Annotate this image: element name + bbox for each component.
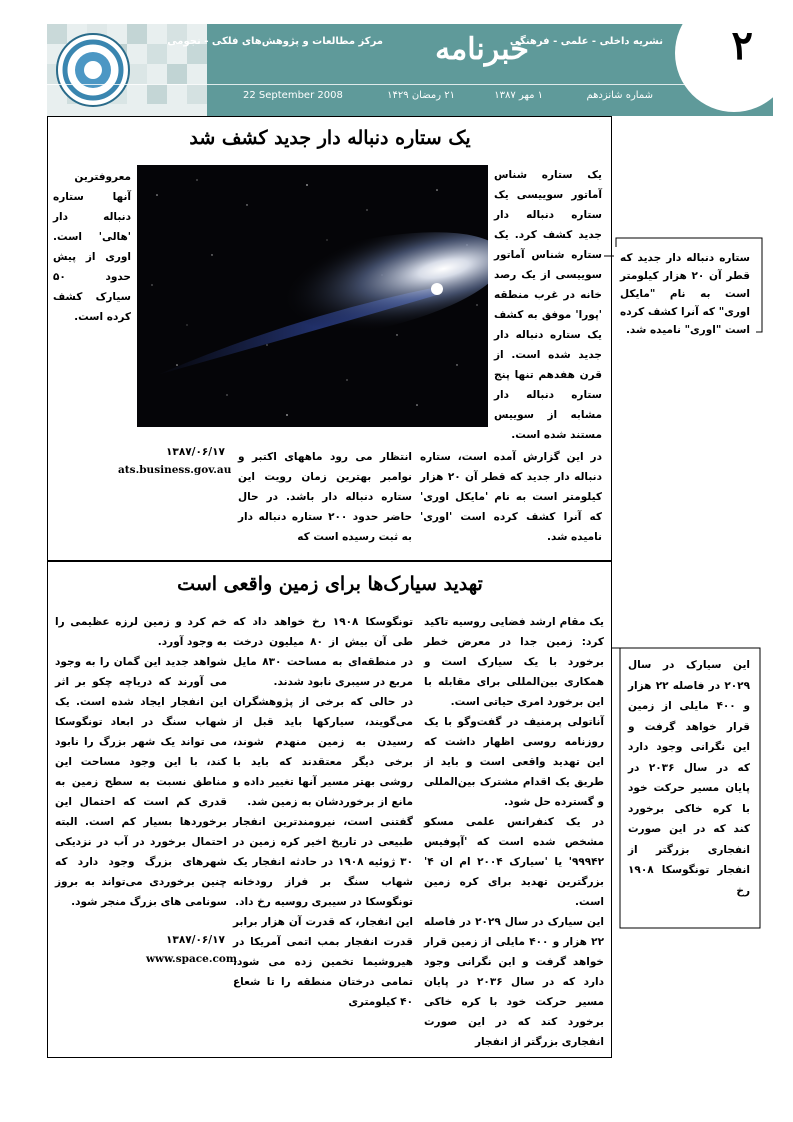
article-divider	[48, 560, 611, 562]
article2-middle-column	[233, 612, 413, 1012]
article2-para: شواهد جدید این گمان را به وجود می آورند که دریاچه چکو بر اثر این انفجار ایجاد شده است. یک شهاب سنگ در ابعاد تونگوسکا می تواند یک شهر بزرگ را نابود کند، با این وجود مساحت این مناطق نسبت به سطح زمین به قدری کم است که احتمال این برخوردها بسیار کم است. البته احتمال برخورد در آب در نزدیکی شهرهای بزرگ وجود دارد که چنین برخوردی می‌تواند به بروز سونامی های بزرگ منجر شود.	[55, 656, 227, 908]
article2-left-column	[55, 612, 227, 912]
article1-bottom-right: در این گزارش آمده است، ستاره دنباله دار جدید که قطر آن ۲۰ هزار کیلومتر است به نام 'مایکل اوری' که آنرا کشف کرده است 'اوری' نامیده شد.	[420, 451, 602, 543]
center-name: مرکز مطالعات و پژوهش‌های فلکی - نجومی	[167, 36, 383, 47]
comet-image	[137, 165, 488, 427]
header-subtitle: نشریه داخلی - علمی - فرهنگی	[509, 36, 663, 47]
article2-title: تهدید سیارک‌ها برای زمین واقعی است	[177, 573, 483, 595]
article1-right-column: یک ستاره شناس آماتور سوییسی یک ستاره دنباله دار جدید کشف کرد. یک ستاره شناس آماتور سوییسی از یک رصد خانه در غرب منطقه 'پورا' موفق به کشف یک ستاره دنباله دار جدید شده است. از قرن هفدهم تنها پنج ستاره دنباله دار مشابه از سوییس مستند شده است.	[494, 169, 602, 441]
article1-title: یک ستاره دنباله دار جدید کشف شد	[189, 127, 471, 149]
article1-left-column: معروفترین آنها ستاره دنباله دار 'هالی' است. اوری از پیش حدود ۵۰ سیارک کشف کرده است.	[53, 171, 131, 323]
observatory-logo-icon	[55, 32, 131, 108]
date-hijri: ۲۱ رمضان ۱۴۲۹	[387, 90, 455, 101]
article1-bottom-middle: انتظار می رود ماههای اکتبر و نوامبر بهترین زمان رویت این ستاره دنباله دار باشد. در حال حاضر حدود ۲۰۰ ستاره دنباله دار به ثبت رسیده است که	[238, 451, 413, 543]
article2-source-url[interactable]: www.space.com	[146, 953, 238, 965]
article2-para: یک مقام ارشد فضایی روسیه تاکید کرد: زمین جدا در معرض خطر برخورد با یک سیارک است و همکاری بین‌المللی برای مقابله با این برخورد امری حیاتی است.	[424, 616, 604, 708]
page-number: ۲	[731, 24, 753, 69]
article2-para: در حالی که برخی از پژوهشگران می‌گویند، سیارکها باید قبل از رسیدن به زمین منهدم شوند، برخی دیگر معتقدند که باید با روشی بهتر مسیر آنها تغییر داده و مانع از برخوردشان به زمین شد.	[233, 696, 413, 808]
article2-source-date: ۱۳۸۷/۰۶/۱۷	[166, 934, 225, 946]
issue-number: شماره شانزدهم	[586, 90, 653, 101]
page-number-circle	[675, 24, 773, 112]
header-rule	[47, 84, 702, 85]
article2-para: این سیارک در سال ۲۰۲۹ در فاصله ۲۲ هزار و ۴۰۰ مایلی از زمین قرار خواهد گرفت و این نگرانی وجود دارد که در سال ۲۰۳۶ در پایان مسیر حرکت خود با کره خاکی برخورد کند که در این صورت انفجاری بزرگتر از انفجار	[424, 916, 604, 1048]
article1-source-url[interactable]: ats.business.gov.au	[118, 464, 232, 476]
article2-para: گفتنی است، نیرومندترین انفجار طبیعی در تاریخ اخیر کره زمین در ۳۰ ژوئیه ۱۹۰۸ در حادثه انفجار یک شهاب سنگ بر فراز رودخانه تونگوسکا در سیبری روسیه رخ داد.	[233, 816, 413, 908]
article2-para: خم کرد و زمین لرزه عظیمی را به وجود آورد.	[55, 616, 227, 648]
page-header	[47, 24, 773, 116]
article1-source-date: ۱۳۸۷/۰۶/۱۷	[166, 446, 225, 458]
date-gregorian: 22 September 2008	[243, 90, 343, 101]
article2-para: در یک کنفرانس علمی مسکو مشخص شده است که 'آپوفیس ۹۹۹۴۲' یا 'سیارک ۲۰۰۴ ام ان ۴' بزرگترین تهدید برای کره زمین است.	[424, 816, 604, 908]
article2-right-column	[424, 612, 604, 1052]
newsletter-logo: خبرنامه	[435, 32, 529, 67]
sidebox1-text: ستاره دنباله دار جدید که قطر آن ۲۰ هزار کیلومتر است به نام "مایکل اوری" که آنرا کشف کرده است "اوری" نامیده شد.	[614, 247, 756, 341]
article2-para: تونگوسکا ۱۹۰۸ رخ خواهد داد که طی آن بیش از ۸۰ میلیون درخت در منطقه‌ای به مساحت ۸۳۰ مایل مربع در سیبری نابود شدند.	[233, 616, 414, 688]
sidebox2-text: این سیارک در سال ۲۰۲۹ در فاصله ۲۲ هزار و ۴۰۰ مایلی از زمین قرار خواهد گرفت و این نگرانی وجود دارد که در سال ۲۰۳۶ در پایان مسیر حرکت خود با کره خاکی برخورد کند که در این صورت انفجاری بزرگتر از انفجار تونگوسکا ۱۹۰۸ رخ	[624, 655, 754, 901]
comet-photo	[137, 165, 488, 427]
date-persian: ۱ مهر ۱۳۸۷	[494, 90, 543, 101]
article2-para: آناتولی پرمنیف در گفت‌وگو با یک روزنامه روسی اظهار داشت که این تهدید واقعی است و باید از طریق یک اقدام مشترک بین‌المللی و گسترده حل شود.	[424, 716, 604, 808]
article2-para: این انفجار، که قدرت آن هزار برابر قدرت انفجار بمب اتمی آمریکا در هیروشیما تخمین زده می شود، تمامی درختان منطقه را تا شعاع ۴۰ کیلومتری	[233, 916, 413, 1008]
